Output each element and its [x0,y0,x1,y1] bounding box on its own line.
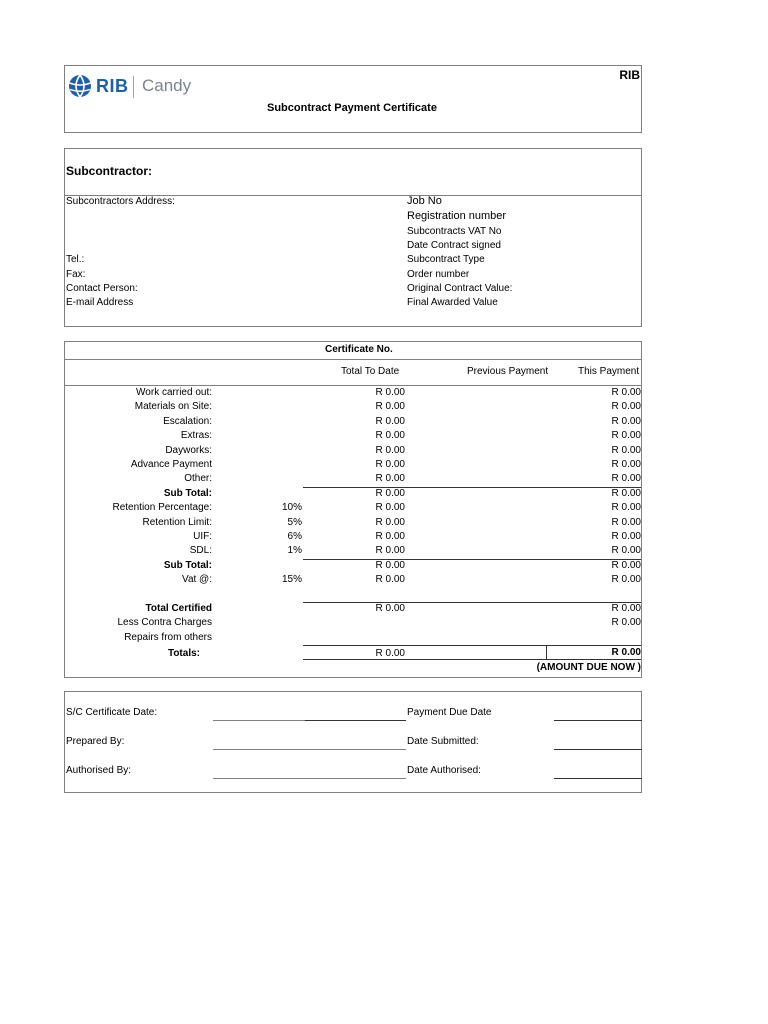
row-total-to-date: R 0.00 [375,516,405,528]
subcontract-type-label: Subcontract Type [407,254,485,265]
row-this-payment: R 0.00 [611,502,641,514]
total-certified-label: Total Certified [145,603,212,614]
amount-due-label: (AMOUNT DUE NOW ) [536,662,641,673]
contact-label: Contact Person: [66,283,138,294]
col-previous-payment: Previous Payment [467,366,549,377]
row-percentage: 10% [281,502,302,514]
row-total-to-date: R 0.00 [375,487,405,499]
totals-this: R 0.00 [611,647,641,658]
vat-no-label: Subcontracts VAT No [407,226,502,237]
row-label: Advance Payment [130,459,212,470]
row-this-payment: R 0.00 [611,516,641,528]
subtotal-rule [303,487,641,488]
row-this-payment: R 0.00 [611,459,641,470]
row-label: SDL: [189,545,212,557]
subcontractor-heading: Subcontractor: [66,164,153,178]
total-certified-total: R 0.00 [375,603,405,614]
cert-date-label: S/C Certificate Date: [66,707,158,718]
payment-due-line[interactable] [554,720,642,721]
job-no-label: Job No [407,195,442,207]
row-total-to-date: R 0.00 [375,415,405,427]
col-total-to-date: Total To Date [341,366,400,377]
row-total-to-date: R 0.00 [375,574,405,586]
totals-rule [303,659,641,660]
row-this-payment: R 0.00 [611,444,641,456]
logo-rib-text: RIB [96,76,129,96]
subtotal-rule [303,559,641,560]
header-box [64,65,642,133]
row-percentage: 6% [287,531,302,542]
row-total-to-date: R 0.00 [375,444,405,456]
row-percentage: 15% [281,574,302,586]
row-this-payment: R 0.00 [611,415,641,427]
row-this-payment: R 0.00 [611,574,641,586]
authorised-by-line[interactable] [213,778,406,779]
row-total-to-date: R 0.00 [375,559,405,571]
divider [65,385,641,386]
totals-label: Totals: [167,648,200,659]
row-label: Dayworks: [165,444,212,456]
row-label: Escalation: [163,415,212,427]
row-total-to-date: R 0.00 [375,387,405,398]
col-this-payment: This Payment [578,366,640,377]
logo-divider [133,76,134,98]
rib-globe-icon [68,74,92,98]
repairs-label: Repairs from others [124,632,212,643]
date-submitted-line[interactable] [554,749,642,750]
address-label: Subcontractors Address: [66,196,175,207]
date-authorised-line[interactable] [554,778,642,779]
email-label: E-mail Address [66,297,134,308]
row-percentage: 1% [287,545,302,557]
prepared-by-line[interactable] [213,749,406,750]
row-total-to-date: R 0.00 [375,545,405,557]
row-label: Vat @: [182,574,212,586]
corner-label: RIB [619,68,640,82]
row-this-payment: R 0.00 [611,387,641,398]
row-total-to-date: R 0.00 [375,502,405,514]
date-authorised-label: Date Authorised: [407,765,481,776]
date-signed-label: Date Contract signed [407,240,501,251]
row-this-payment: R 0.00 [611,545,641,557]
less-contra-this: R 0.00 [611,617,641,628]
registration-label: Registration number [407,210,507,222]
row-this-payment: R 0.00 [611,531,641,542]
row-this-payment: R 0.00 [611,487,641,499]
row-total-to-date: R 0.00 [375,473,405,485]
row-label: Sub Total: [163,559,212,571]
row-label: UIF: [193,531,212,542]
row-total-to-date: R 0.00 [375,401,405,413]
logo-candy-text: Candy [142,76,192,95]
certified-rule [303,602,641,603]
row-label: Other: [184,473,212,485]
cert-date-line[interactable] [213,720,305,721]
date-submitted-label: Date Submitted: [407,736,479,747]
page-title: Subcontract Payment Certificate [267,102,437,114]
row-this-payment: R 0.00 [611,559,641,571]
final-value-label: Final Awarded Value [407,297,498,308]
certificate-box [64,341,642,678]
row-label: Sub Total: [163,487,212,499]
row-this-payment: R 0.00 [611,401,641,413]
certificate-title: Certificate No. [325,344,393,355]
row-label: Extras: [180,430,212,442]
row-total-to-date: R 0.00 [375,459,405,470]
payment-due-label: Payment Due Date [407,707,492,718]
prepared-by-label: Prepared By: [66,736,125,747]
row-total-to-date: R 0.00 [375,430,405,442]
original-value-label: Original Contract Value: [407,283,513,294]
signoff-box [64,691,642,793]
row-percentage: 5% [287,516,302,528]
totals-total: R 0.00 [375,648,405,659]
authorised-by-label: Authorised By: [66,765,132,776]
row-this-payment: R 0.00 [611,473,641,485]
subcontractor-box [64,148,642,327]
row-label: Work carried out: [136,387,212,398]
row-label: Retention Limit: [142,516,212,528]
less-contra-label: Less Contra Charges [117,617,212,628]
row-label: Retention Percentage: [112,502,212,514]
row-total-to-date: R 0.00 [375,531,405,542]
total-certified-this: R 0.00 [611,603,641,614]
divider [65,359,641,360]
row-this-payment: R 0.00 [611,430,641,442]
cert-date-line[interactable] [305,720,406,721]
row-label: Materials on Site: [134,401,212,413]
fax-label: Fax: [66,269,86,280]
order-number-label: Order number [407,269,470,280]
tel-label: Tel.: [66,254,85,265]
